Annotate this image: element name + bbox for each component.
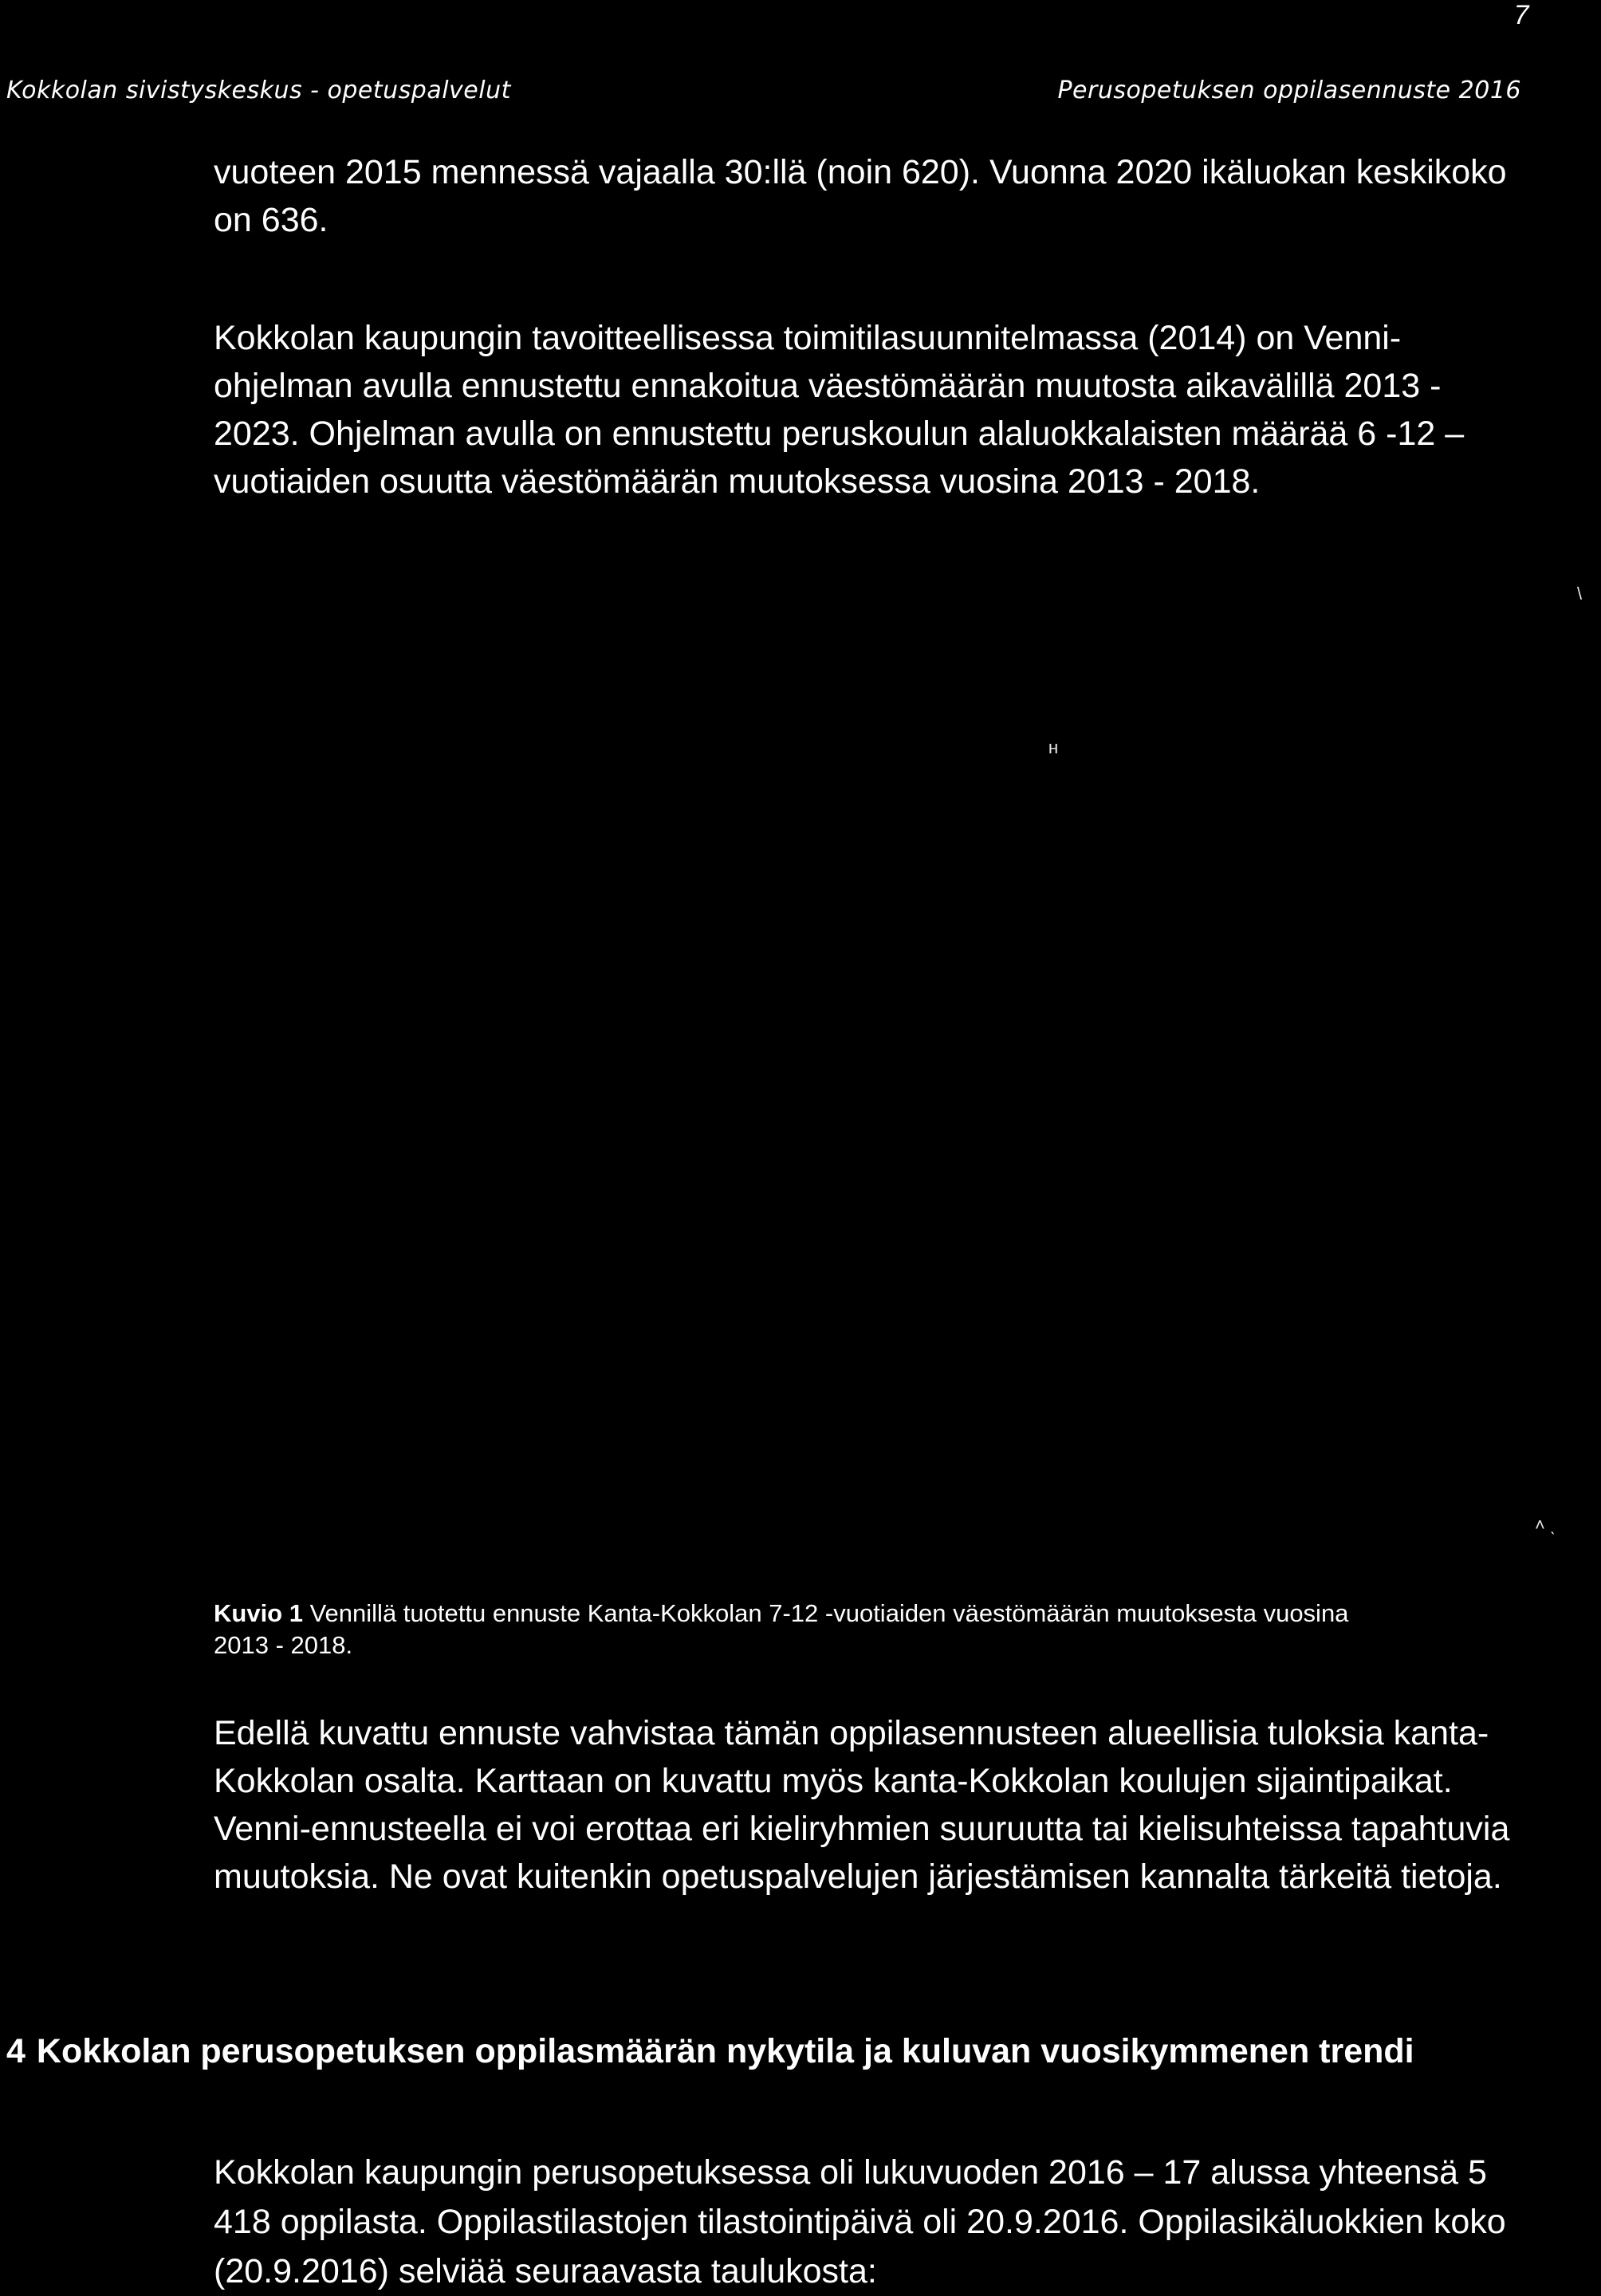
- section-heading: [6, 2029, 1521, 2074]
- figure-caption: [214, 1598, 1410, 1661]
- figure-speck: ˄ ˎ: [1535, 1515, 1556, 1535]
- figure-caption-label: Kuvio 1: [214, 1599, 303, 1627]
- running-header-right: Perusopetuksen oppilasennuste 2016: [1057, 77, 1521, 104]
- figure-speck: \: [1577, 584, 1583, 603]
- paragraph-text: Kokkolan kaupungin perusopetuksessa oli lukuvuoden 2016 – 17 alussa yhteensä 5 418 oppilasta. Oppilastilastojen tilastointipäivä oli 20.9.2016. Oppilasikäluokkien koko (20.9.2016) selviää seuraavasta taulukosta:: [214, 2153, 1506, 2290]
- paragraph-pupil-count: [214, 2148, 1529, 2296]
- paragraph-age-cohort: [214, 148, 1529, 244]
- paragraph-text: vuoteen 2015 mennessä vajaalla 30:llä (noin 620). Vuonna 2020 ikäluokan keskikoko on 636.: [214, 153, 1507, 239]
- paragraph-venni-forecast: [214, 314, 1529, 505]
- figure-speck: ʜ: [1048, 737, 1059, 757]
- paragraph-forecast-confirmation: [214, 1709, 1529, 1901]
- section-title: Kokkolan perusopetuksen oppilasmäärän nykytila ja kuluvan vuosikymmenen trendi: [36, 2032, 1414, 2070]
- paragraph-text: Edellä kuvattu ennuste vahvistaa tämän oppilasennusteen alueellisia tuloksia kanta-Kokkolan osalta. Karttaan on kuvattu myös kanta-Kokkolan koulujen sijaintipaikat. Venni-ennusteella ei voi erottaa eri kieliryhmien suuruutta tai kielisuhteissa tapahtuvia muutoksia. Ne ovat kuitenkin opetuspalvelujen järjestämisen kannalta tärkeitä tietoja.: [214, 1714, 1510, 1896]
- page-number: 7: [1513, 0, 1529, 30]
- running-header-left: Kokkolan sivistyskeskus - opetuspalvelut: [6, 77, 511, 104]
- section-number: 4: [6, 2032, 26, 2070]
- figure-caption-text: Vennillä tuotettu ennuste Kanta-Kokkolan 7-12 -vuotiaiden väestömäärän muutoksesta vuosina 2013 - 2018.: [214, 1599, 1349, 1659]
- paragraph-text: Kokkolan kaupungin tavoitteellisessa toimitilasuunnitelmassa (2014) on Venni-ohjelman avulla ennustettu ennakoitua väestömäärän muutosta aikavälillä 2013 - 2023. Ohjelman avulla on ennustettu peruskoulun alaluokkalaisten määrää 6 -12 – vuotiaiden osuutta väestömäärän muutoksessa vuosina 2013 - 2018.: [214, 319, 1465, 501]
